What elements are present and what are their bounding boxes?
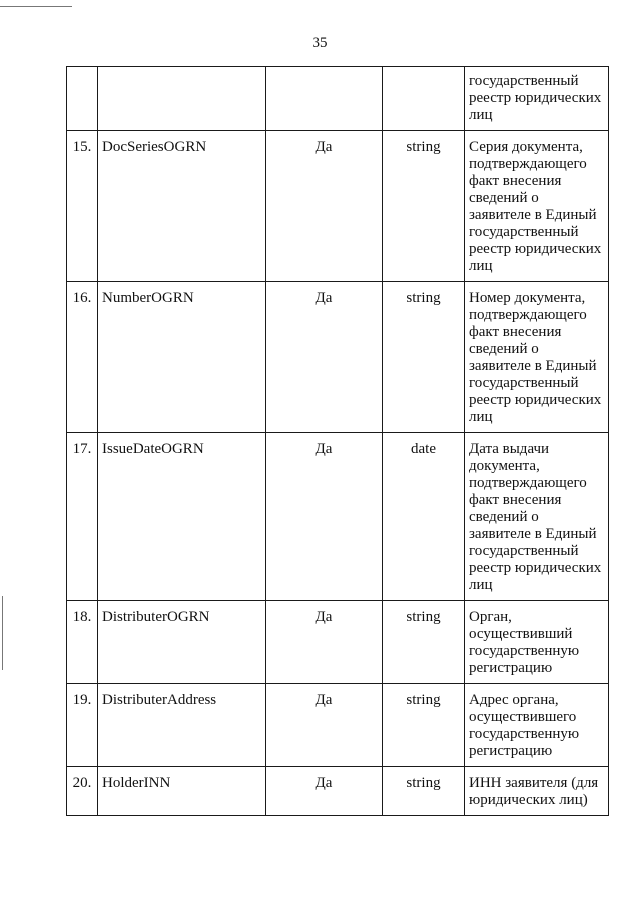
description-line: реестр юридических: [469, 90, 602, 106]
cell-description: [465, 131, 609, 282]
cell-type: [383, 67, 465, 131]
data-type: date: [383, 433, 465, 601]
description-line: заявителе в Единый: [469, 207, 597, 223]
description-line: подтверждающего: [469, 475, 587, 491]
cell-description: [465, 767, 609, 816]
cell-name: [98, 67, 266, 131]
description-line: ИНН заявителя (для: [469, 775, 599, 791]
data-type: string: [383, 131, 465, 282]
description-line: документа,: [469, 458, 540, 474]
table-row: [67, 601, 609, 684]
description-line: государственный: [469, 543, 579, 559]
field-name: DistributerAddress: [98, 684, 266, 767]
table-row: [67, 282, 609, 433]
table-body: [67, 67, 609, 816]
description-line: реестр юридических: [469, 241, 602, 257]
row-number: 17.: [67, 433, 98, 601]
data-type: string: [383, 601, 465, 684]
description-line: Серия документа,: [469, 139, 583, 155]
cell-description: [465, 433, 609, 601]
description-line: сведений о: [469, 509, 539, 525]
description-line: заявителе в Единый: [469, 358, 597, 374]
required-flag: Да: [266, 684, 383, 767]
description-line: Адрес органа,: [469, 692, 559, 708]
description-line: факт внесения: [469, 324, 562, 340]
description-line: сведений о: [469, 341, 539, 357]
table-row-continued: [67, 67, 609, 131]
description-line: государственный: [469, 224, 579, 240]
scan-edge-mark-left: [2, 596, 3, 670]
required-flag: Да: [266, 433, 383, 601]
cell-description: [465, 684, 609, 767]
table-row: [67, 684, 609, 767]
table-row: [67, 433, 609, 601]
table-row: [67, 767, 609, 816]
description-line: лиц: [469, 107, 493, 123]
attributes-table: [66, 66, 609, 816]
field-name: DocSeriesOGRN: [98, 131, 266, 282]
page-number: 35: [312, 35, 328, 51]
required-flag: Да: [266, 131, 383, 282]
description-line: сведений о: [469, 190, 539, 206]
required-flag: Да: [266, 601, 383, 684]
description-line: факт внесения: [469, 492, 562, 508]
description-line: подтверждающего: [469, 307, 587, 323]
cell-description: [465, 601, 609, 684]
description-line: лиц: [469, 577, 493, 593]
field-name: IssueDateOGRN: [98, 433, 266, 601]
description-line: факт внесения: [469, 173, 562, 189]
required-flag: Да: [266, 282, 383, 433]
description-line: реестр юридических: [469, 392, 602, 408]
data-type: string: [383, 282, 465, 433]
table-row: [67, 131, 609, 282]
cell-number: [67, 67, 98, 131]
description-line: Номер документа,: [469, 290, 586, 306]
field-name: NumberOGRN: [98, 282, 266, 433]
description-line: Дата выдачи: [469, 441, 550, 457]
data-type: string: [383, 767, 465, 816]
description-line: регистрацию: [469, 660, 553, 676]
cell-description: [465, 282, 609, 433]
description-line: государственный: [469, 73, 579, 89]
cell-required: [266, 67, 383, 131]
description-line: государственную: [469, 643, 580, 659]
description-line: регистрацию: [469, 743, 553, 759]
row-number: 16.: [67, 282, 98, 433]
description-line: юридических лиц): [469, 792, 588, 808]
description-line: осуществивший: [469, 626, 573, 642]
row-number: 19.: [67, 684, 98, 767]
description-line: Орган,: [469, 609, 512, 625]
scan-edge-mark-top: [0, 6, 72, 7]
field-name: HolderINN: [98, 767, 266, 816]
row-number: 15.: [67, 131, 98, 282]
row-number: 20.: [67, 767, 98, 816]
description-line: лиц: [469, 258, 493, 274]
description-line: подтверждающего: [469, 156, 587, 172]
description-line: заявителе в Единый: [469, 526, 597, 542]
cell-description: [465, 67, 609, 131]
data-type: string: [383, 684, 465, 767]
row-number: 18.: [67, 601, 98, 684]
required-flag: Да: [266, 767, 383, 816]
description-line: осуществившего: [469, 709, 577, 725]
description-line: государственный: [469, 375, 579, 391]
description-line: лиц: [469, 409, 493, 425]
description-line: государственную: [469, 726, 580, 742]
field-name: DistributerOGRN: [98, 601, 266, 684]
description-line: реестр юридических: [469, 560, 602, 576]
